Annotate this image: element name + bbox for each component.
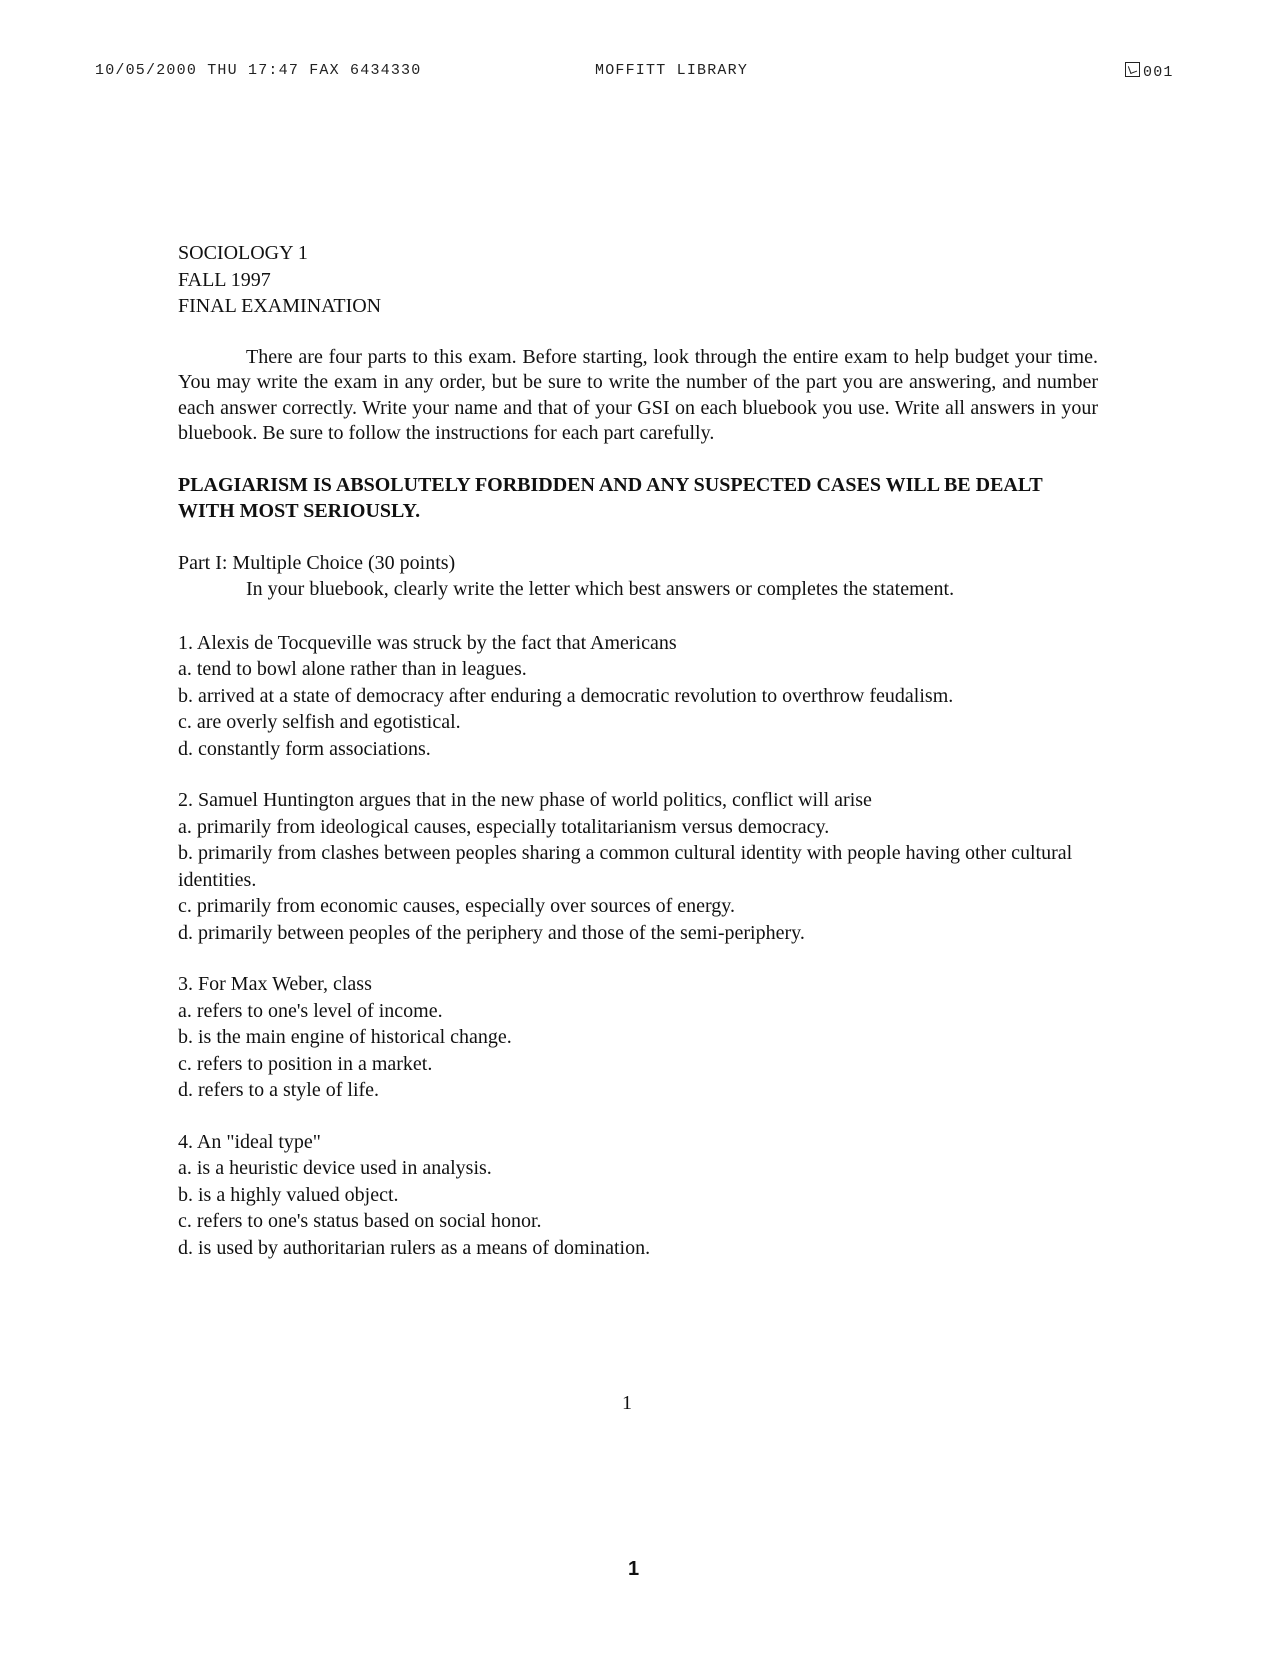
course-name: SOCIOLOGY 1 [178,242,308,264]
fax-header-left: 10/05/2000 THU 17:47 FAX 6434330 [95,62,422,79]
question-stem: 3. For Max Weber, class [178,973,372,995]
exam-instructions: There are four parts to this exam. Before starting, look through the entire exam to help budget your time. You may write the exam in any order, but be sure to write the number of the part you are answering, and number each answer correctly. Write your name and that of your GSI on each bluebook you use. Write all answers in your bluebook. Be sure to follow the instructions for each part carefully. [178,345,1098,444]
exam-title: FINAL EXAMINATION [178,295,382,317]
part-title: Part I: Multiple Choice (30 points) [178,551,456,574]
question-option: b. primarily from clashes between peoples sharing a common cultural identity with people having other cultural identities. [178,842,1073,891]
question-option: d. constantly form associations. [178,737,431,760]
question-option: b. arrived at a state of democracy after enduring a democratic revolution to overthrow feudalism. [178,684,954,707]
plagiarism-warning: PLAGIARISM IS ABSOLUTELY FORBIDDEN AND ANY SUSPECTED CASES WILL BE DEALT WITH MOST SERIOUSLY. [178,473,1043,522]
course-term: FALL 1997 [178,268,271,291]
question-option: c. are overly selfish and egotistical. [178,711,461,733]
question-stem: 4. An "ideal type" [178,1130,321,1153]
page-number-inner: 1 [622,1392,632,1414]
question-option: a. tend to bowl alone rather than in leagues. [178,658,527,680]
exam-content [178,240,1098,1261]
question-option: c. refers to one's status based on social honor. [178,1210,542,1232]
course-heading [178,240,1098,320]
question-option: a. is a heuristic device used in analysis. [178,1157,492,1179]
part-instruction: In your bluebook, clearly write the letter which best answers or completes the statement. [246,578,955,600]
page-number-footer: 1 [628,1558,640,1580]
fax-header-center: MOFFITT LIBRARY [595,62,749,79]
fax-page-number: 001 [1143,64,1174,81]
question-option: c. refers to position in a market. [178,1052,433,1075]
question-option: d. refers to a style of life. [178,1079,380,1101]
question-2 [178,787,1098,946]
question-stem: 2. Samuel Huntington argues that in the new phase of world politics, conflict will arise [178,789,872,811]
question-1 [178,630,1098,763]
question-option: b. is a highly valued object. [178,1183,399,1206]
question-option: a. refers to one's level of income. [178,999,443,1022]
question-option: b. is the main engine of historical change. [178,1026,512,1048]
question-4 [178,1129,1098,1262]
question-stem: 1. Alexis de Tocqueville was struck by the fact that Americans [178,631,677,654]
question-option: d. is used by authoritarian rulers as a means of domination. [178,1236,651,1259]
question-option: a. primarily from ideological causes, especially totalitarianism versus democracy. [178,815,830,838]
fax-header [0,62,1280,86]
fax-page-icon [1125,62,1140,77]
question-option: d. primarily between peoples of the periphery and those of the semi-periphery. [178,921,805,944]
question-option: c. primarily from economic causes, especially over sources of energy. [178,895,736,917]
fax-header-right [1125,62,1174,81]
question-3 [178,971,1098,1104]
